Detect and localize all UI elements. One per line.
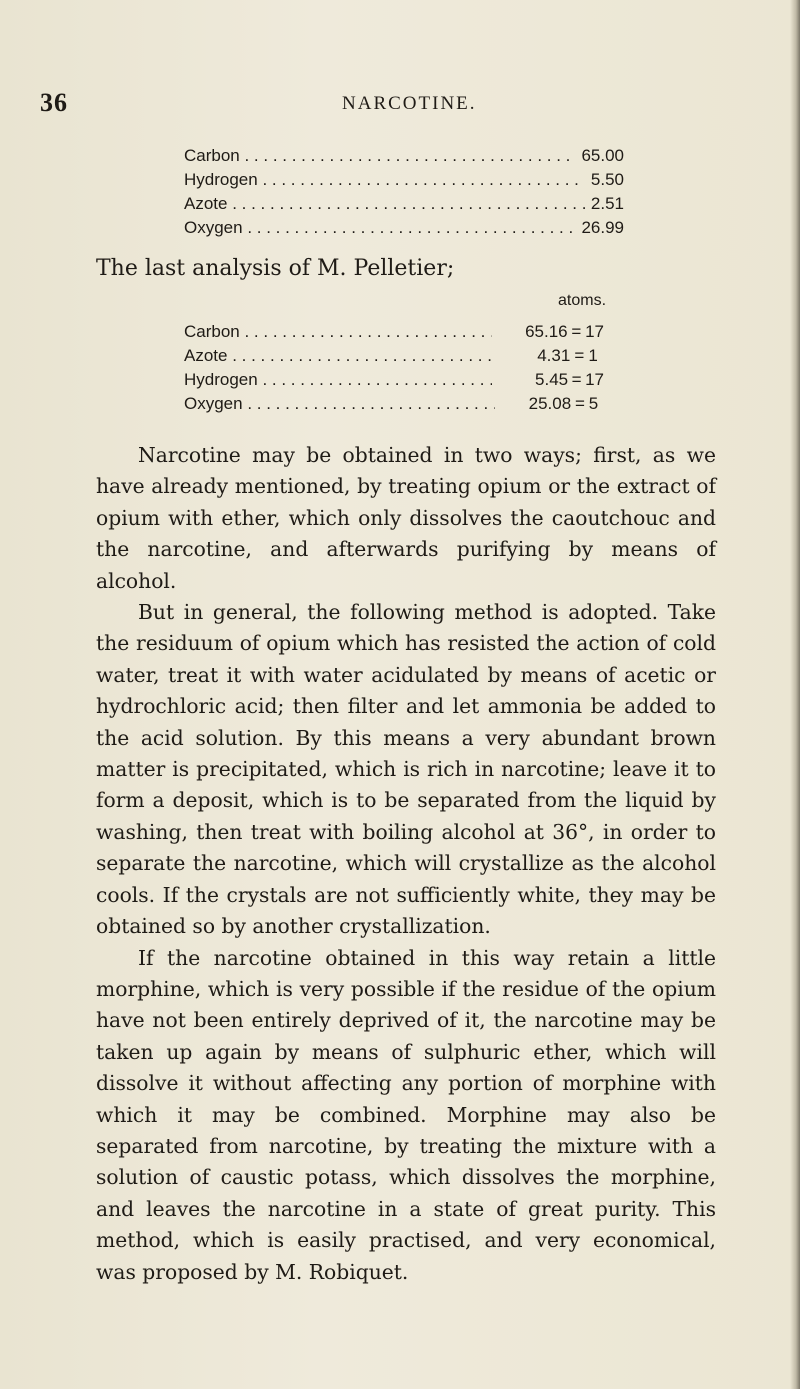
equals-sign: = bbox=[574, 346, 585, 365]
atoms-heading: atoms. bbox=[558, 292, 607, 309]
element-name: Oxygen . . . bbox=[184, 216, 575, 240]
paragraph: But in general, the following method is adopted. Take the residuum of opium which has resisted the action of cold water, treat it with water acidulated by means of acetic or hydrochloric acid; then filter and let ammonia be added to the acid solution. By this means a very abundant brown matter is precipitated, which is rich in narcotine; leave it to form a deposit, which is to be separated from the liquid by washing, then treat with boiling alcohol at 36°, in order to separate the narcotine, which will crystallize as the alcohol cools. If the crystals are not sufficiently white, they may be obtained so by another crystallization. bbox=[96, 600, 716, 939]
atom-count: 1 bbox=[588, 346, 598, 365]
equals-sign: = bbox=[571, 322, 582, 341]
element-name: Azote . . . bbox=[184, 344, 494, 368]
page-edge-shadow bbox=[790, 0, 800, 1389]
running-head bbox=[0, 88, 800, 118]
page-number: 36 bbox=[40, 88, 68, 117]
element-name: Azote . . . bbox=[184, 192, 585, 216]
table-row bbox=[184, 392, 604, 416]
body-text bbox=[96, 440, 716, 1288]
atom-count: 17 bbox=[585, 370, 604, 389]
table-row bbox=[184, 368, 604, 392]
running-title: NARCOTINE. bbox=[342, 93, 477, 114]
element-value: 2.51 bbox=[590, 194, 624, 213]
element-value: 25.08 bbox=[528, 394, 572, 413]
element-value: 65.16 bbox=[525, 322, 568, 341]
table-row bbox=[184, 168, 624, 192]
paragraph: If the narcotine obtained in this way retain a little morphine, which is very possible if the residue of the opium have not been entirely deprived of it, the narcotine may be taken up again by means of sulphuric ether, which will dissolve it without affecting any portion of morphine with which it may be combined. Morphine may also be separated from narcotine, by treating the mixture with a solution of caustic potass, which dissolves the morphine, and leaves the narcotine in a state of great purity. This method, which is easily practised, and very economical, was proposed by M. Robiquet. bbox=[96, 945, 716, 1284]
equals-sign: = bbox=[571, 370, 582, 389]
equals-sign: = bbox=[574, 394, 585, 413]
element-value: 65.00 bbox=[581, 146, 624, 165]
atom-count: 5 bbox=[588, 394, 599, 413]
element-name: Hydrogen . . . bbox=[184, 368, 492, 392]
paragraph: Narcotine may be obtained in two ways; first, as we have already mentioned, by treating opium or the extract of opium with ether, which only dissolves the caoutchouc and the narcotine, and afterwards purifying by means of alcohol. bbox=[96, 443, 716, 593]
composition-table-2 bbox=[184, 320, 604, 416]
table-row bbox=[184, 320, 604, 344]
element-value: 5.50 bbox=[590, 170, 624, 189]
element-name: Carbon . . . bbox=[184, 320, 492, 344]
table-row bbox=[184, 192, 624, 216]
atom-count: 17 bbox=[585, 322, 604, 341]
table-row bbox=[184, 344, 604, 368]
element-value: 5.45 bbox=[535, 370, 569, 389]
element-name: Carbon . . . bbox=[184, 144, 575, 168]
element-name: Hydrogen . . . bbox=[184, 168, 585, 192]
element-name: Oxygen . . . bbox=[184, 392, 495, 416]
element-value: 26.99 bbox=[581, 218, 624, 237]
table-row bbox=[184, 144, 624, 168]
element-value: 4.31 bbox=[537, 346, 571, 365]
table-row bbox=[184, 216, 624, 240]
intro-line: The last analysis of M. Pelletier; bbox=[96, 256, 455, 281]
composition-table-1 bbox=[184, 144, 624, 240]
